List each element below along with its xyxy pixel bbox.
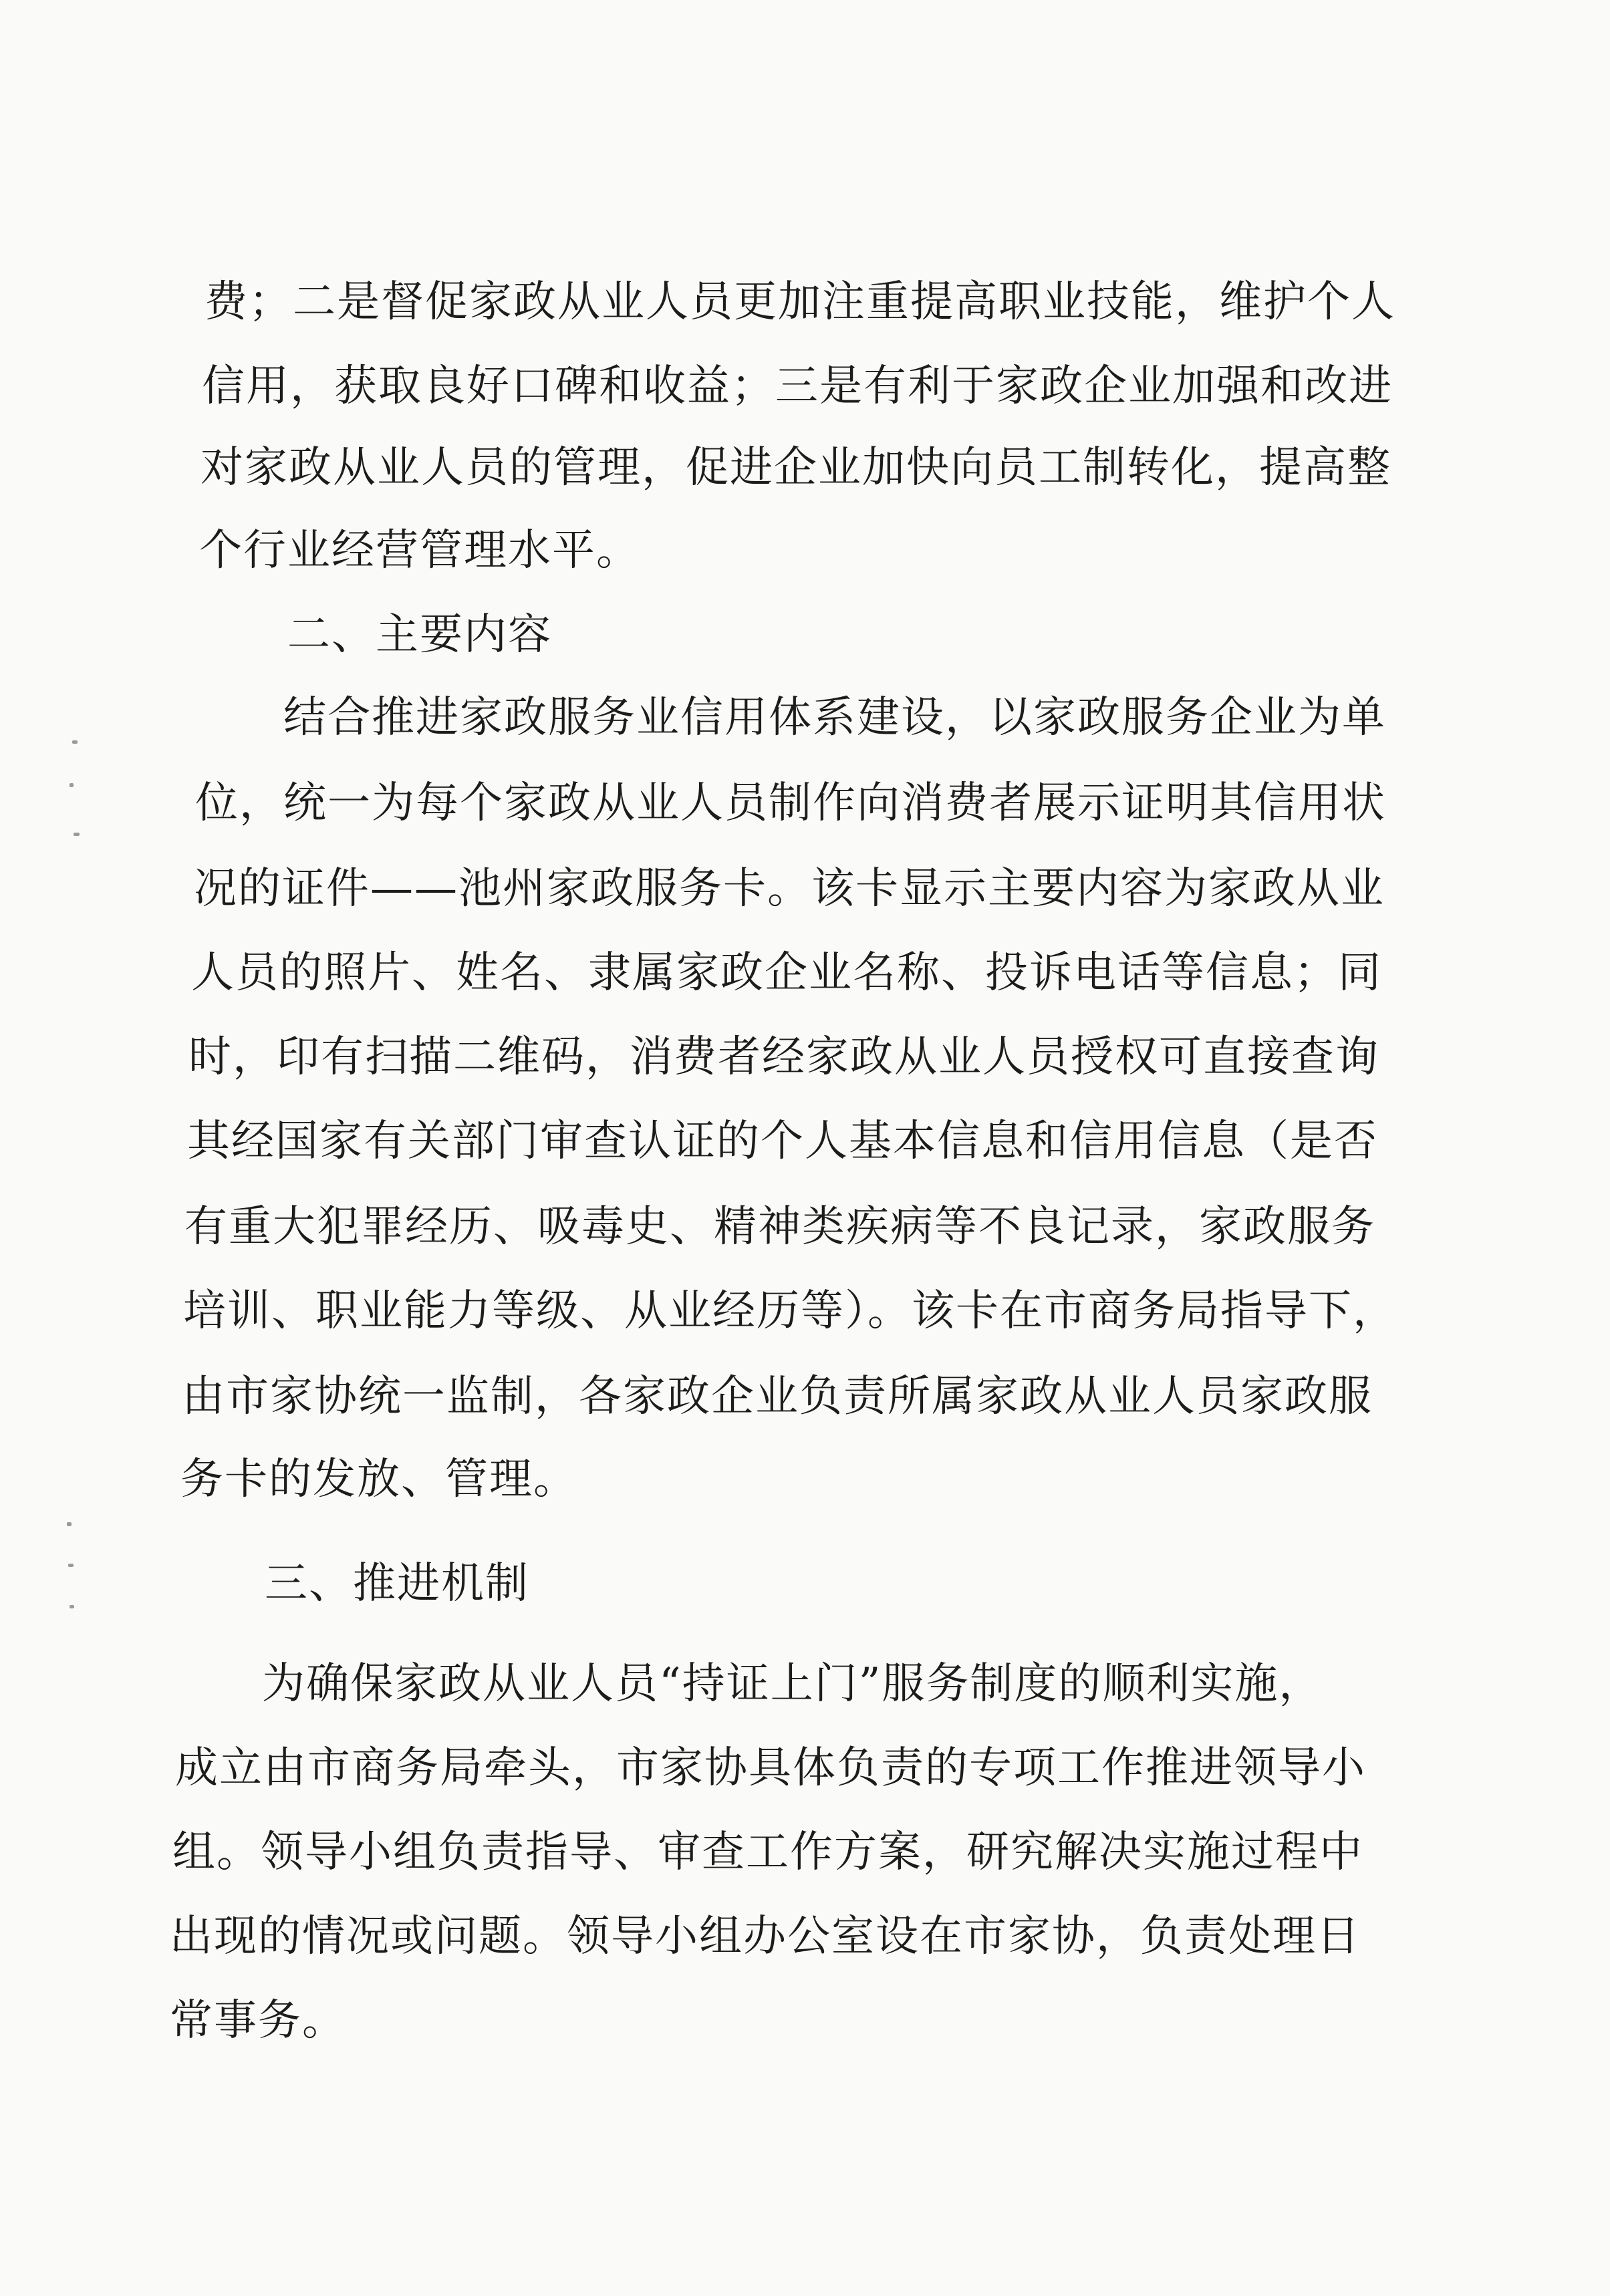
scan-speck [68,1564,74,1567]
text-line: 由市家协统一监制，各家政企业负责所属家政从业人员家政服 [182,1372,1373,1421]
text-line: 出现的情况或问题。领导小组办公室设在市家协，负责处理日 [170,1912,1361,1961]
text-line: 人员的照片、姓名、隶属家政企业名称、投诉电话等信息；同 [191,948,1382,998]
scan-speck [70,783,74,787]
text-line: 位，统一为每个家政从业人员制作向消费者展示证明其信用状 [195,778,1386,828]
text-line: 况的证件——池州家政服务卡。该卡显示主要内容为家政从业 [194,864,1385,913]
text-line: 有重大犯罪经历、吸毒史、精神类疾病等不良记录，家政服务 [184,1202,1375,1252]
scan-speck [74,833,80,836]
text-line: 个行业经营管理水平。 [199,526,640,575]
text-line: 费；二是督促家政从业人员更加注重提高职业技能，维护个人 [205,277,1395,327]
text-line: 对家政从业人员的管理，促进企业加快向员工制转化，提高整 [200,443,1391,492]
scan-speck [67,1522,72,1526]
text-line: 常事务。 [170,1996,346,2045]
text-line: 培训、职业能力等级、从业经历等）。该卡在市商务局指导下， [183,1286,1397,1336]
text-line: 其经国家有关部门审查认证的个人基本信息和信用信息（是否 [187,1117,1378,1166]
scan-speck [70,1605,74,1608]
text-line: 务卡的发放、管理。 [180,1455,577,1504]
text-line: 结合推进家政服务业信用体系建设，以家政服务企业为单 [283,693,1386,742]
section-heading: 三、推进机制 [265,1559,529,1608]
text-line: 信用，获取良好口碑和收益；三是有利于家政企业加强和改进 [202,362,1393,411]
text-line: 成立由市商务局牵头，市家协具体负责的专项工作推进领导小 [175,1743,1366,1793]
scan-speck [72,740,78,744]
text-line: 时，印有扫描二维码，消费者经家政从业人员授权可直接查询 [188,1032,1379,1082]
text-line: 组。领导小组负责指导、审查工作方案，研究解决实施过程中 [172,1828,1363,1877]
section-heading: 二、主要内容 [287,610,552,660]
text-line: 为确保家政从业人员“持证上门”服务制度的顺利实施， [262,1659,1323,1709]
